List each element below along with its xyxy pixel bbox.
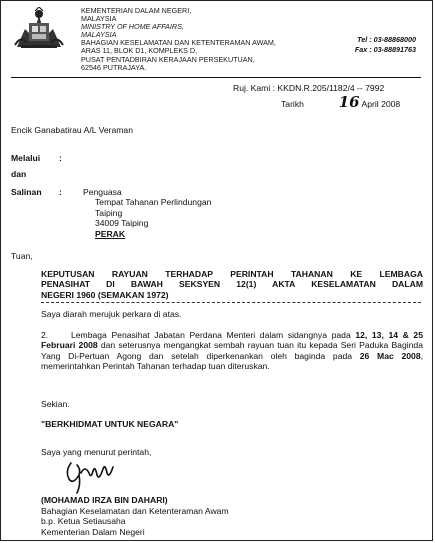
- subject-line: PENASIHAT DI BAWAH SEKSYEN 12(1) AKTA KESELAMATAN DALAM: [41, 279, 423, 290]
- date-day-handwritten: 16: [338, 93, 360, 111]
- paragraph-number: 2.: [41, 330, 49, 340]
- subject-line: KEPUTUSAN RAYUAN TERHADAP PERINTAH TAHANAN KE LEMBAGA: [41, 269, 423, 279]
- signatory-name: (MOHAMAD IRZA BIN DAHARI): [41, 495, 168, 505]
- paragraph-2: [41, 330, 423, 372]
- fax-number: Fax : 03-88891763: [354, 45, 416, 54]
- signatory-line: Bahagian Keselamatan dan Ketenteraman Awam: [41, 505, 229, 516]
- sign-off: Saya yang menurut perintah,: [41, 447, 152, 457]
- date-month-year: April 2008: [361, 99, 401, 109]
- salinan-colon: :: [59, 187, 62, 197]
- reference-line: [233, 83, 384, 93]
- signatory-block: [41, 495, 229, 537]
- signatory-line: Kementerian Dalam Negeri: [41, 526, 145, 537]
- signature-icon: [63, 455, 121, 495]
- letterhead-line: MALAYSIA: [81, 30, 117, 40]
- hearing-dates: 12, 13, 14 & 25 Februari 2008: [41, 330, 423, 351]
- paragraph-2-text: Lembaga Penasihat Jabatan Perdana Menteri dalam sidangnya pada: [71, 330, 351, 340]
- telephone-number: Tel : 03-88868000: [357, 35, 416, 44]
- melalui-colon: :: [59, 153, 62, 163]
- salutation: Tuan,: [11, 251, 33, 261]
- signatory-line: b.p. Ketua Setiausaha: [41, 516, 126, 527]
- salinan-line: Penguasa: [83, 187, 122, 197]
- motto: "BERKHIDMAT UNTUK NEGARA": [41, 419, 179, 429]
- paragraph-2-text: , memerintahkan Perintah Tahanan terhadap tuan diteruskan.: [41, 350, 423, 372]
- letterhead-line: MALAYSIA: [81, 14, 117, 24]
- letterhead-line: PUSAT PENTADBIRAN KERAJAAN PERSEKUTUAN,: [81, 54, 255, 64]
- salinan-state: PERAK: [95, 228, 126, 239]
- salinan-address: [83, 187, 211, 239]
- salinan-label: Salinan: [11, 187, 42, 197]
- melalui-label: Melalui: [11, 153, 41, 163]
- date-line: [281, 93, 401, 111]
- salinan-line: Taiping: [95, 207, 123, 218]
- ruj-label: Ruj. Kami :: [233, 83, 276, 93]
- ruj-value: KKDN.R.205/1182/4 -- 7992: [277, 83, 385, 93]
- letterhead-line: ARAS 11, BLOK D1, KOMPLEKS D,: [81, 46, 198, 56]
- recipient-name: Encik Ganabatirau A/L Veraman: [11, 125, 133, 135]
- salinan-line: Tempat Tahanan Perlindungan: [95, 197, 212, 208]
- letterhead-line: 62546 PUTRAJAYA.: [81, 62, 147, 72]
- letterhead-line: BAHAGIAN KESELAMATAN DAN KETENTERAMAN AWAM,: [81, 38, 276, 48]
- tarikh-label: Tarikh: [281, 99, 304, 109]
- assent-date: 26 Mac 2008: [359, 350, 421, 361]
- intro-paragraph: Saya diarah merujuk perkara di atas.: [41, 309, 182, 319]
- letterhead-line: MINISTRY OF HOME AFFAIRS,: [81, 22, 184, 32]
- closing: Sekian.: [41, 399, 70, 409]
- letterhead-address: [81, 7, 276, 72]
- letterhead-line: KEMENTERIAN DALAM NEGERI,: [81, 6, 192, 15]
- malaysia-crest-icon: [11, 7, 67, 49]
- subject-line: NEGERI 1960 (SEMAKAN 1972): [41, 289, 169, 300]
- dan-label: dan: [11, 169, 27, 179]
- contact-info: [355, 35, 416, 55]
- letterhead-divider: [11, 77, 421, 78]
- paragraph-2-text: dan seterusnya mengangkat sembah rayuan tuan itu kepada Seri Paduka Baginda Yang Di-Pertuan Agong dan setelah diperkenankan oleh baginda pada: [41, 340, 423, 361]
- salinan-line: 34009 Taiping: [95, 218, 149, 229]
- subject-divider: [41, 302, 421, 303]
- subject-heading: [41, 269, 423, 300]
